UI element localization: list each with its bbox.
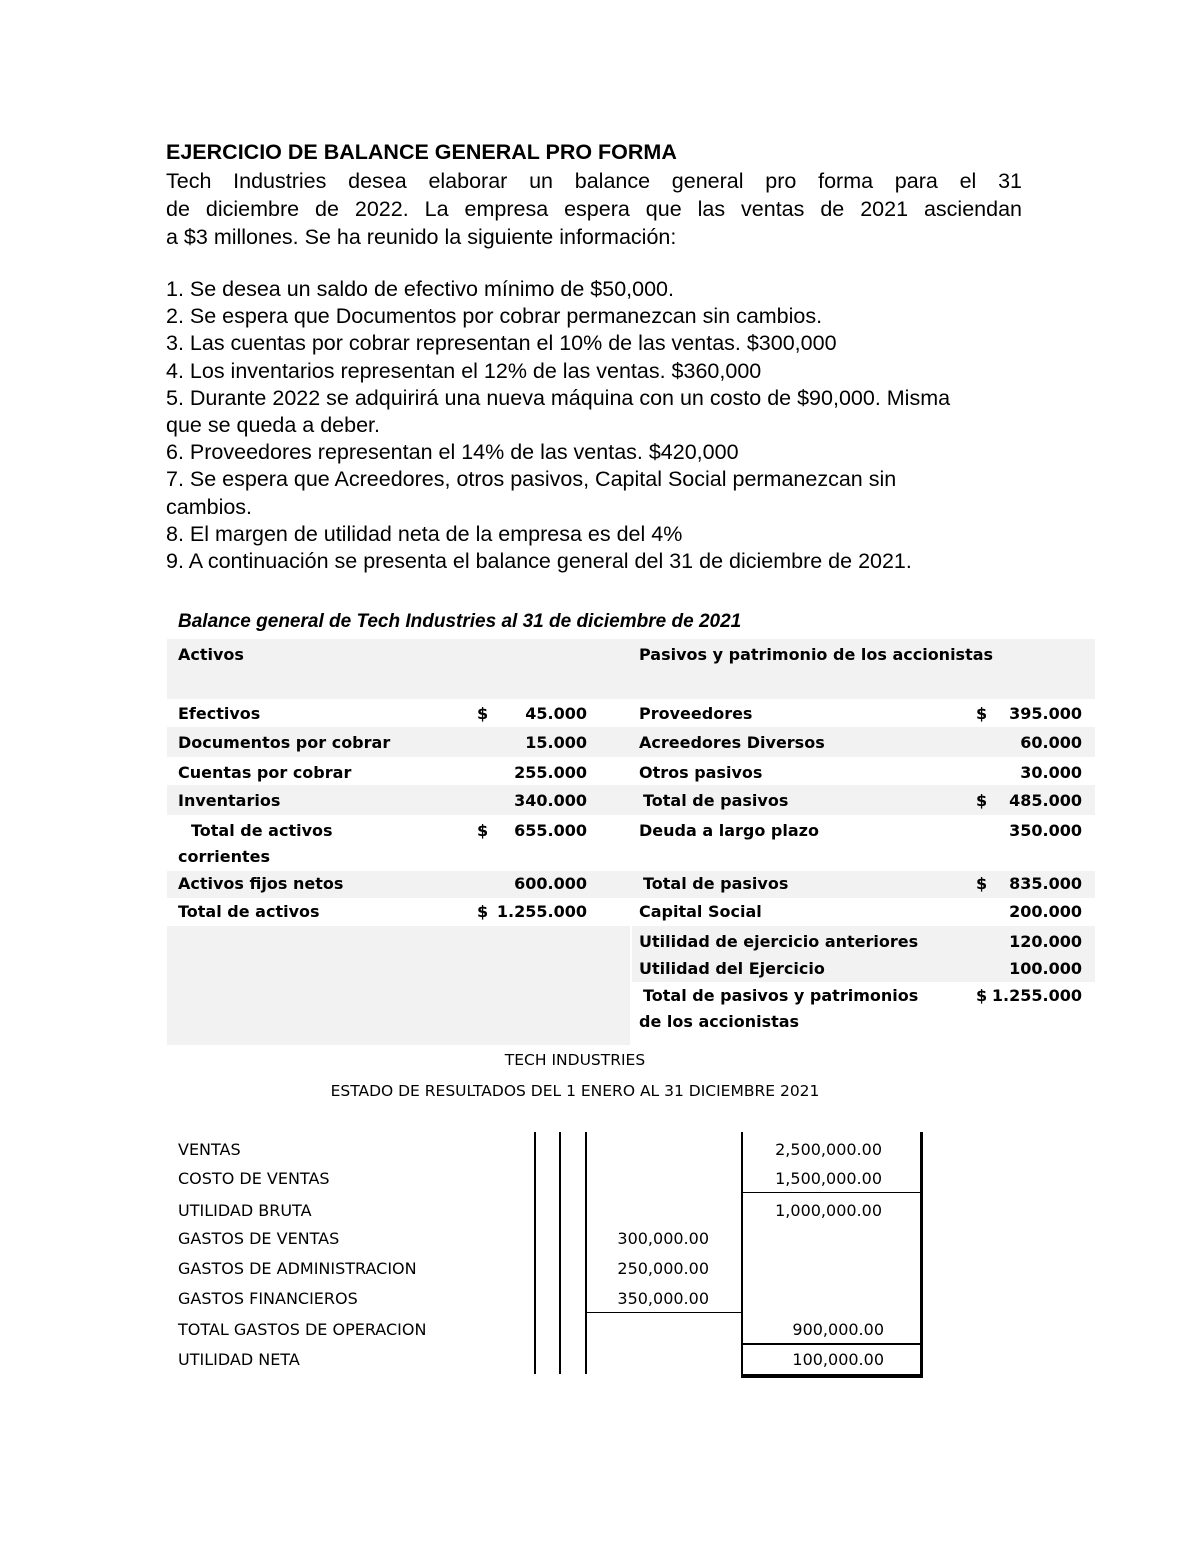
asset-value: 600.000 xyxy=(514,874,587,893)
list-item: 7. Se espera que Acreedores, otros pasivos, Capital Social permanezcan sin xyxy=(166,467,897,492)
asset-label: Cuentas por cobrar xyxy=(178,763,352,782)
total-double-rule xyxy=(741,1374,923,1378)
liability-value: 485.000 xyxy=(1009,791,1082,810)
income-subtitle: ESTADO DE RESULTADOS DEL 1 ENERO AL 31 DICIEMBRE 2021 xyxy=(330,1082,820,1100)
asset-value: 340.000 xyxy=(514,791,587,810)
liabilities-header: Pasivos y patrimonio de los accionistas xyxy=(639,645,994,664)
list-item: 4. Los inventarios representan el 12% de las ventas. $360,000 xyxy=(166,358,762,383)
income-row-amount: 250,000.00 xyxy=(617,1259,709,1278)
exercise-title: EJERCICIO DE BALANCE GENERAL PRO FORMA xyxy=(166,140,677,164)
liability-label: Acreedores Diversos xyxy=(639,733,825,752)
income-row-label: COSTO DE VENTAS xyxy=(178,1169,330,1188)
liability-label-continued: de los accionistas xyxy=(639,1012,800,1031)
income-row-label: GASTOS DE VENTAS xyxy=(178,1229,340,1248)
income-row-label: TOTAL GASTOS DE OPERACION xyxy=(178,1320,427,1339)
liability-label: Utilidad del Ejercicio xyxy=(639,959,825,978)
asset-currency: $ xyxy=(477,821,489,840)
liability-label: Utilidad de ejercicio anteriores xyxy=(639,932,919,951)
asset-value: 1.255.000 xyxy=(496,902,587,921)
assets-header: Activos xyxy=(178,645,244,664)
intro-line: de diciembre de 2022. La empresa espera que las ventas de 2021 asciendan xyxy=(166,197,1022,221)
list-item: 1. Se desea un saldo de efectivo mínimo de $50,000. xyxy=(166,277,674,301)
asset-currency: $ xyxy=(477,704,489,723)
income-row-total: 1,500,000.00 xyxy=(775,1169,882,1188)
column-rule xyxy=(585,1132,587,1374)
liability-value: 120.000 xyxy=(1009,932,1082,951)
asset-label: Efectivos xyxy=(178,704,261,723)
income-row-total: 900,000.00 xyxy=(792,1320,884,1339)
liability-label: Proveedores xyxy=(639,704,753,723)
list-item: cambios. xyxy=(166,494,253,519)
liability-value: 100.000 xyxy=(1009,959,1082,978)
income-company: TECH INDUSTRIES xyxy=(504,1051,646,1069)
intro-paragraph xyxy=(166,167,1022,251)
row-band xyxy=(167,785,1095,815)
balance-caption: Balance general de Tech Industries al 31 de diciembre de 2021 xyxy=(178,611,742,632)
asset-label: Inventarios xyxy=(178,791,281,810)
income-row-total: 2,500,000.00 xyxy=(775,1140,882,1159)
asset-value: 45.000 xyxy=(525,704,587,723)
liability-label: Total de pasivos y patrimonios xyxy=(643,986,919,1005)
asset-label: Documentos por cobrar xyxy=(178,733,391,752)
asset-label: Activos fijos netos xyxy=(178,874,344,893)
asset-label: Total de activos xyxy=(178,902,320,921)
list-item: 8. El margen de utilidad neta de la empresa es del 4% xyxy=(166,521,683,546)
income-row-total: 1,000,000.00 xyxy=(775,1201,882,1220)
liability-label: Total de pasivos xyxy=(643,874,789,893)
liability-label: Deuda a largo plazo xyxy=(639,821,819,840)
liability-value: 30.000 xyxy=(1020,763,1082,782)
column-rule xyxy=(534,1132,536,1374)
income-row-amount: 300,000.00 xyxy=(617,1229,709,1248)
liability-label: Capital Social xyxy=(639,902,762,921)
income-row-label: VENTAS xyxy=(178,1140,241,1159)
list-item: que se queda a deber. xyxy=(166,413,380,438)
liability-currency: $ xyxy=(976,986,988,1005)
income-row-total: 100,000.00 xyxy=(792,1350,884,1369)
subtotal-rule xyxy=(585,1312,743,1313)
liability-value: 1.255.000 xyxy=(991,986,1082,1005)
list-item: 3. Las cuentas por cobrar representan el 10% de las ventas. $300,000 xyxy=(166,331,837,356)
liability-currency: $ xyxy=(976,704,988,723)
list-item: 5. Durante 2022 se adquirirá una nueva máquina con un costo de $90,000. Misma xyxy=(166,385,951,410)
asset-value: 655.000 xyxy=(514,821,587,840)
liability-value: 835.000 xyxy=(1009,874,1082,893)
liability-currency: $ xyxy=(976,791,988,810)
subtotal-rule xyxy=(741,1343,922,1345)
asset-currency: $ xyxy=(477,902,489,921)
list-item: 9. A continuación se presenta el balance general del 31 de diciembre de 2021. xyxy=(166,549,912,574)
asset-label-continued: corrientes xyxy=(178,847,271,866)
subtotal-rule xyxy=(741,1192,922,1193)
liability-value: 60.000 xyxy=(1020,733,1082,752)
liability-currency: $ xyxy=(976,874,988,893)
liability-label: Total de pasivos xyxy=(643,791,789,810)
income-row-label: UTILIDAD BRUTA xyxy=(178,1201,312,1220)
list-item: 6. Proveedores representan el 14% de las ventas. $420,000 xyxy=(166,440,739,465)
liability-label: Otros pasivos xyxy=(639,763,763,782)
income-row-label: UTILIDAD NETA xyxy=(178,1350,300,1369)
intro-line: Tech Industries desea elaborar un balance general pro forma para el 31 xyxy=(166,169,1022,193)
asset-value: 15.000 xyxy=(525,733,587,752)
balance-sheet-table xyxy=(167,639,1095,1045)
asset-label: Total de activos xyxy=(191,821,333,840)
liability-value: 395.000 xyxy=(1009,704,1082,723)
liability-value: 200.000 xyxy=(1009,902,1082,921)
income-row-amount: 350,000.00 xyxy=(617,1289,709,1308)
income-row-label: GASTOS FINANCIEROS xyxy=(178,1289,358,1308)
row-band xyxy=(167,926,630,1045)
liability-value: 350.000 xyxy=(1009,821,1082,840)
asset-value: 255.000 xyxy=(514,763,587,782)
column-rule xyxy=(559,1132,561,1374)
info-list xyxy=(166,276,1046,575)
list-item: 2. Se espera que Documentos por cobrar permanezcan sin cambios. xyxy=(166,304,823,329)
column-rule xyxy=(920,1132,923,1378)
income-row-label: GASTOS DE ADMINISTRACION xyxy=(178,1259,417,1278)
intro-line: a $3 millones. Se ha reunido la siguiente información: xyxy=(166,225,677,249)
